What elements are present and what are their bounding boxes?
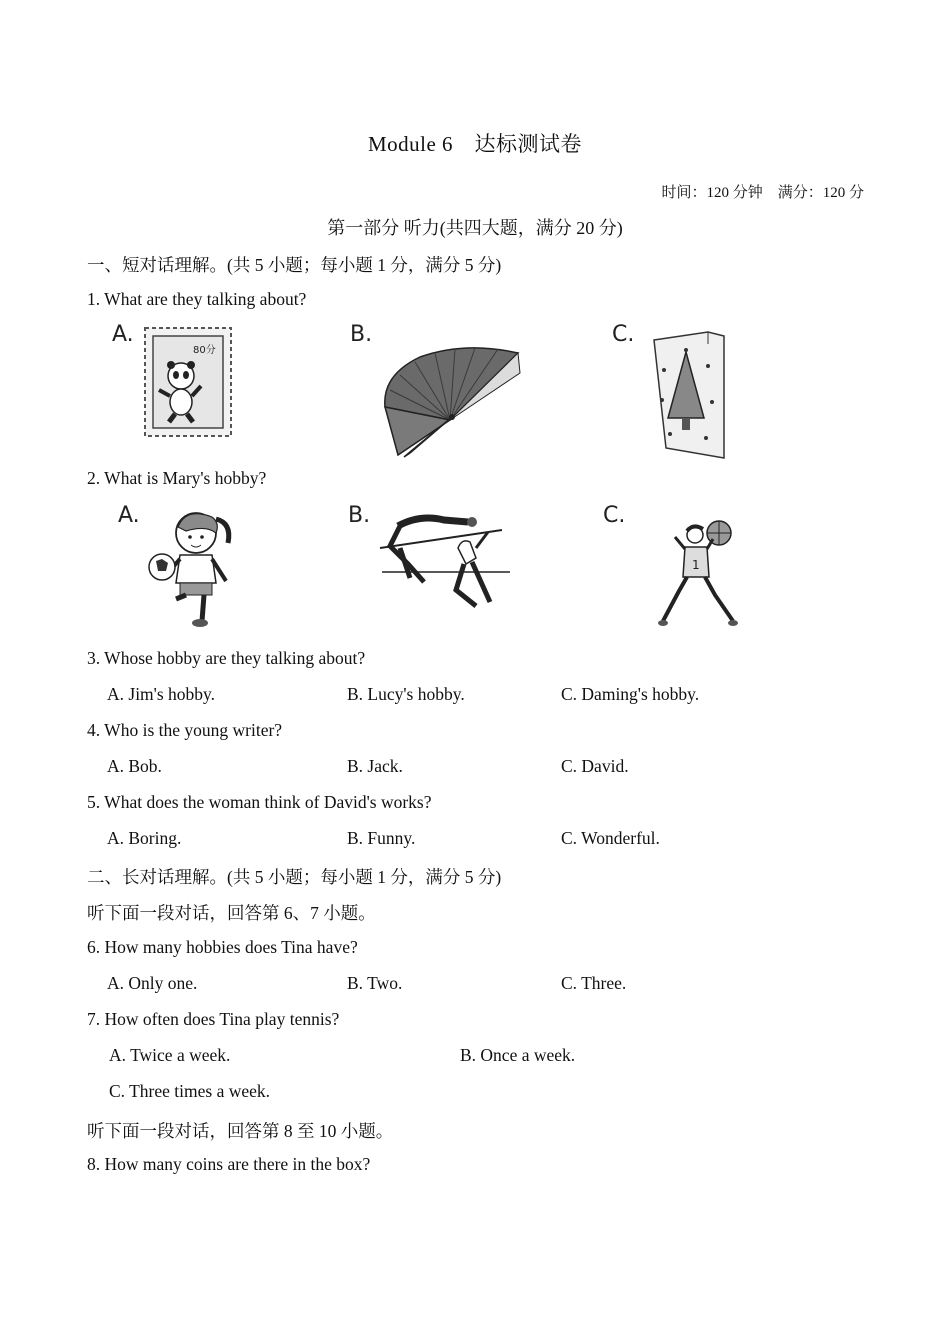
q7-option-a: A. Twice a week. [109,1045,231,1065]
question-8: 8. How many coins are there in the box? [87,1154,371,1174]
exam-meta: 时间：120 分钟 满分：120 分 [661,185,864,201]
q6-option-b: B. Two. [347,973,403,993]
q3-option-a: A. Jim's hobby. [107,684,215,704]
stamp-image [143,326,233,438]
q2-option-b-label: B. [348,503,371,528]
question-1: 1. What are they talking about? [87,289,307,309]
stamp-price: 80分 [193,345,216,356]
q5-option-b: B. Funny. [347,828,416,848]
question-3: 3. Whose hobby are they talking about? [87,648,366,668]
q5-option-a: A. Boring. [107,828,182,848]
fan-image [380,345,525,460]
q1-option-a-label: A. [112,322,134,347]
q1-option-c-label: C. [612,322,635,347]
q4-option-a: A. Bob. [107,756,162,776]
part-heading: 第一部分 听力(共四大题，满分 20 分) [327,218,623,238]
q3-option-c: C. Daming's hobby. [561,684,700,704]
dialog-instruction-2: 听下面一段对话，回答第 8 至 10 小题。 [87,1121,394,1141]
q1-option-b-label: B. [350,322,373,347]
q3-option-b: B. Lucy's hobby. [347,684,465,704]
jersey-number: 1 [692,558,700,572]
q7-option-b: B. Once a week. [460,1045,576,1065]
high-jump-image [380,508,512,614]
christmas-card-image [650,330,730,460]
q6-option-a: A. Only one. [107,973,198,993]
page-title: Module 6 达标测试卷 [367,132,583,156]
dialog-instruction-1: 听下面一段对话，回答第 6、7 小题。 [87,903,376,923]
q2-option-a-label: A. [118,503,140,528]
q7-option-c: C. Three times a week. [109,1081,271,1101]
question-2: 2. What is Mary's hobby? [87,468,267,488]
q5-option-c: C. Wonderful. [561,828,660,848]
question-6: 6. How many hobbies does Tina have? [87,937,358,957]
q4-option-b: B. Jack. [347,756,403,776]
q6-option-c: C. Three. [561,973,627,993]
question-7: 7. How often does Tina play tennis? [87,1009,340,1029]
soccer-girl-image [146,503,236,631]
question-4: 4. Who is the young writer? [87,720,283,740]
section-heading-2: 二、长对话理解。(共 5 小题；每小题 1 分，满分 5 分) [87,867,502,887]
section-heading-1: 一、短对话理解。(共 5 小题；每小题 1 分，满分 5 分) [87,255,502,275]
q4-option-c: C. David. [561,756,629,776]
q2-option-c-label: C. [603,503,626,528]
basketball-girl-image [655,517,739,629]
question-5: 5. What does the woman think of David's works? [87,792,432,812]
